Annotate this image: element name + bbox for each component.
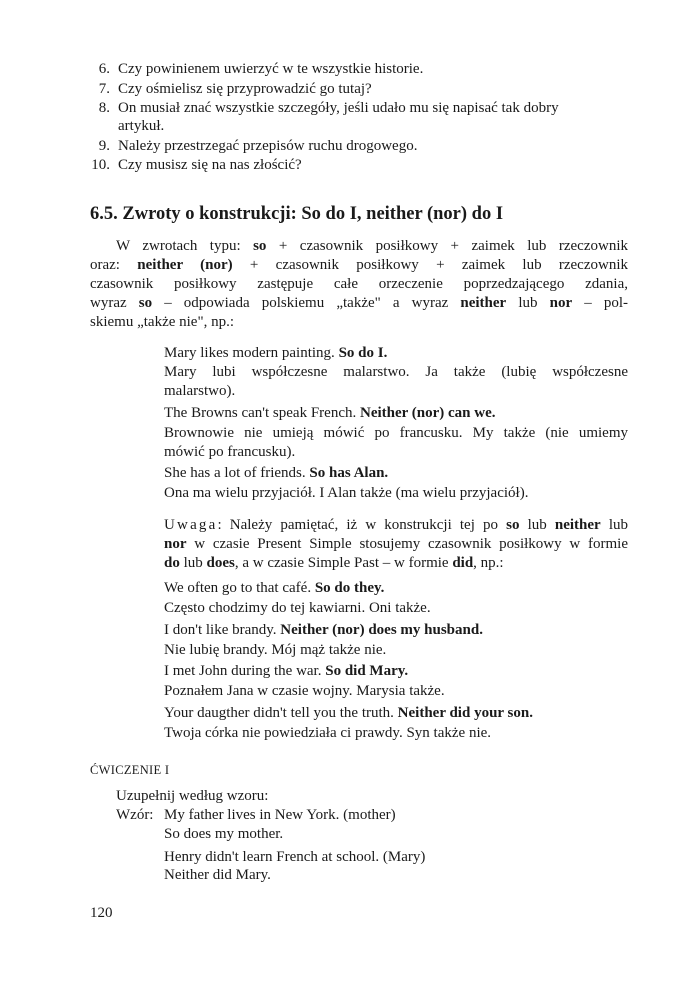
note-line: do lub does, a w czasie Simple Past – w formie did, np.:	[164, 555, 504, 571]
list-number: 10.	[91, 157, 110, 173]
intro-line: czasownik posiłkowy zastępuje całe orzeczenie poprzedzającego zdania,	[90, 276, 628, 292]
note-line: nor w czasie Present Simple stosujemy czasownik posiłkowy w formie	[164, 536, 628, 552]
example-english: Mary likes modern painting. So do I.	[164, 345, 388, 361]
list-number: 9.	[98, 138, 110, 154]
example-polish: Nie lubię brandy. Mój mąż także nie.	[164, 642, 387, 658]
example-english: The Browns can't speak French. Neither (nor) can we.	[164, 405, 496, 421]
list-item: Czy ośmielisz się przyprowadzić go tutaj?	[118, 81, 372, 97]
list-item: On musiał znać wszystkie szczegóły, jeśli udało mu się napisać tak dobry	[118, 100, 559, 116]
exercise-instruction: Uzupełnij według wzoru:	[116, 788, 269, 804]
example-polish: Mary lubi współczesne malarstwo. Ja także (lubię współczesne	[164, 364, 628, 380]
example-english: We often go to that café. So do they.	[164, 580, 385, 596]
exercise-title: ĆWICZENIE I	[90, 763, 170, 777]
pattern-line: So does my mother.	[164, 826, 284, 842]
example-english: Your daugther didn't tell you the truth. Neither did your son.	[164, 705, 533, 721]
example-english: I met John during the war. So did Mary.	[164, 663, 409, 679]
note-line: Uwaga: Należy pamiętać, iż w konstrukcji tej po so lub neither lub	[164, 517, 629, 533]
list-item: Czy musisz się na nas złościć?	[118, 157, 302, 173]
example-polish: Twoja córka nie powiedziała ci prawdy. Syn także nie.	[164, 725, 492, 741]
list-number: 7.	[98, 81, 110, 97]
example-polish: Często chodzimy do tej kawiarni. Oni także.	[164, 600, 431, 616]
intro-line: wyraz so – odpowiada polskiemu „także" a wyraz neither lub nor – pol-	[90, 295, 628, 311]
example-polish: malarstwo).	[164, 383, 236, 399]
list-number: 6.	[98, 61, 110, 77]
list-item: Czy powinienem uwierzyć w te wszystkie historie.	[118, 61, 424, 77]
intro-line: skiemu „także nie", np.:	[90, 314, 234, 330]
example-english: She has a lot of friends. So has Alan.	[164, 465, 389, 481]
pattern-line: Henry didn't learn French at school. (Mary)	[164, 849, 426, 865]
example-polish: Poznałem Jana w czasie wojny. Marysia także.	[164, 683, 445, 699]
list-item-continuation: artykuł.	[118, 118, 165, 134]
page-number: 120	[90, 905, 113, 921]
example-polish: Ona ma wielu przyjaciół. I Alan także (ma wielu przyjaciół).	[164, 485, 529, 501]
example-polish: Brownowie nie umieją mówić po francusku. My także (nie umiemy	[164, 425, 628, 441]
list-item: Należy przestrzegać przepisów ruchu drogowego.	[118, 138, 418, 154]
section-heading: 6.5. Zwroty o konstrukcji: So do I, neither (nor) do I	[90, 204, 504, 224]
example-english: I don't like brandy. Neither (nor) does my husband.	[164, 622, 483, 638]
list-number: 8.	[98, 100, 110, 116]
pattern-line: Neither did Mary.	[164, 867, 271, 883]
pattern-line: My father lives in New York. (mother)	[164, 807, 396, 823]
pattern-label: Wzór:	[116, 807, 154, 823]
example-polish: mówić po francusku).	[164, 444, 296, 460]
intro-line: W zwrotach typu: so + czasownik posiłkowy + zaimek lub rzeczownik	[116, 238, 628, 254]
intro-line: oraz: neither (nor) + czasownik posiłkowy + zaimek lub rzeczownik	[90, 257, 629, 273]
